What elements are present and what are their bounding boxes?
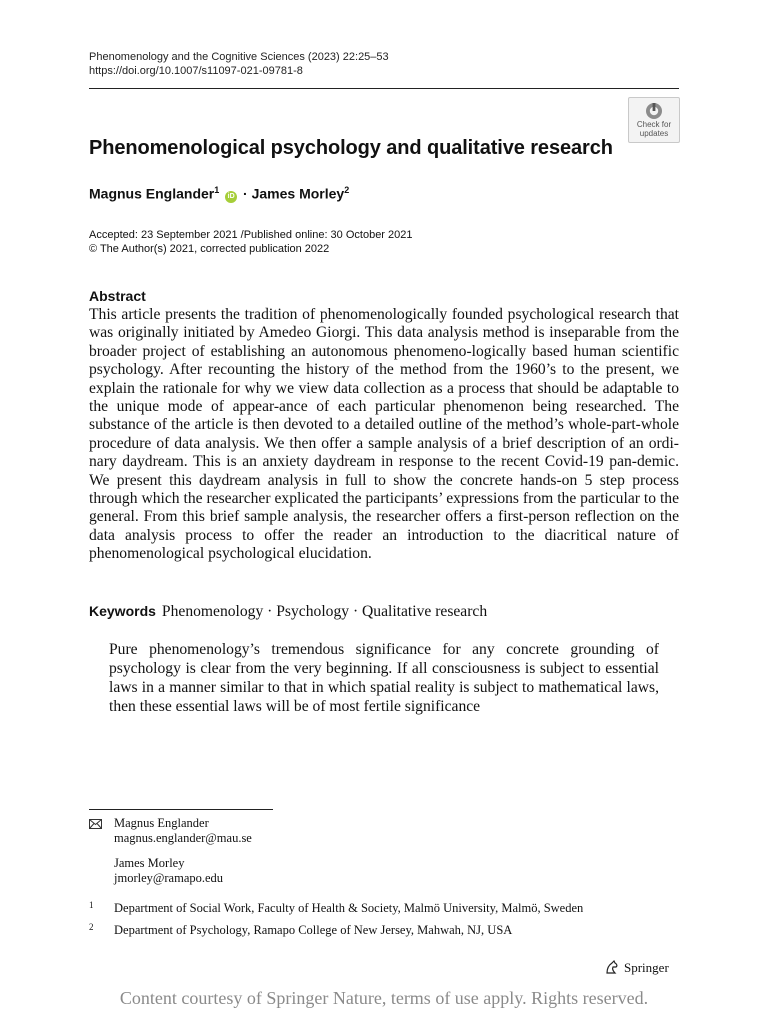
author-englander[interactable]: Magnus Englander	[89, 185, 215, 202]
affiliation-text: Department of Social Work, Faculty of Health & Society, Malmö University, Malmö, Sweden	[114, 901, 584, 915]
courtesy-watermark: Content courtesy of Springer Nature, terms of use apply. Rights reserved.	[119, 988, 649, 1008]
badge-label-line1: Check for	[636, 120, 672, 129]
springer-logo	[604, 959, 669, 976]
keywords-line	[89, 603, 487, 621]
affiliation-number: 1	[89, 900, 94, 910]
envelope-icon	[89, 819, 102, 829]
contact-email[interactable]: magnus.englander@mau.se	[114, 831, 252, 845]
springer-horse-icon	[604, 959, 620, 975]
contact-name: Magnus Englander	[114, 816, 209, 830]
publication-dates	[89, 228, 413, 256]
orcid-icon[interactable]: iD	[225, 191, 237, 203]
affiliation-number: 2	[89, 922, 94, 932]
contact-englander	[89, 816, 252, 846]
contact-email[interactable]: jmorley@ramapo.edu	[114, 871, 224, 885]
author-englander-affil: 1	[214, 185, 220, 195]
affiliation-1	[89, 898, 583, 916]
doi-link[interactable]: https://doi.org/10.1007/s11097-021-09781-8	[89, 65, 303, 77]
epigraph-quote: Pure phenomenology’s tremendous significance for any concrete grounding of psychology is clear from the very beginning. If all consciousness is subject to essential laws in a manner similar to that in which spatial reality is subject to mathematical laws, then these essential laws will be of most fertile significance	[109, 641, 659, 715]
author-morley[interactable]: James Morley	[251, 185, 345, 202]
contact-name: James Morley	[114, 856, 185, 870]
author-separator: ·	[239, 185, 252, 202]
keywords-list: Phenomenology · Psychology · Qualitative research	[161, 603, 488, 620]
keywords-label: Keywords	[89, 603, 156, 619]
header-rule	[89, 88, 679, 89]
badge-label-line2: updates	[639, 129, 669, 138]
footnote-rule	[89, 809, 273, 810]
journal-citation: Phenomenology and the Cognitive Sciences (2023) 22:25–53	[89, 51, 389, 63]
abstract-body: This article presents the tradition of phenomenologically founded psychological research that was originally initiated by Amedeo Giorgi. This data analysis method is inseparable from the broader project of establishing an autonomous phenomeno-logically based human scientific psychology. After recounting the history of the method from the 1960’s to the present, we explain the rationale for why we view data collection as a process that should be adaptable to the unique mode of appear-ance of each particular phenomenon being researched. The substance of the article is then devoted to a detailed outline of the method’s whole-part-whole procedure of data analysis. We then offer a sample analysis of a brief description of an ordi-nary daydream. This is an anxiety daydream in response to the recent Covid-19 pan-demic. We present this daydream analysis in full to show the concrete hands-on 5 step process through which the researcher explicated the participants’ expressions from the particular to the general. From this brief sample analysis, the researcher offers a first-person reflection on the data analysis process to offer the reader an introduction to the diacritical nature of phenomenological psychological elucidation.	[89, 306, 679, 563]
abstract-heading: Abstract	[89, 288, 146, 304]
affiliation-2	[89, 920, 512, 938]
author-morley-affil: 2	[344, 185, 350, 195]
author-list	[89, 185, 349, 203]
check-for-updates-badge[interactable]	[628, 97, 680, 143]
affiliation-text: Department of Psychology, Ramapo College of New Jersey, Mahwah, NJ, USA	[114, 923, 513, 937]
check-updates-icon	[645, 102, 663, 120]
article-title: Phenomenological psychology and qualitative research	[89, 137, 613, 159]
accepted-published-dates: Accepted: 23 September 2021 /Published online: 30 October 2021	[89, 229, 413, 241]
publisher-name: Springer	[624, 960, 669, 975]
copyright-line: © The Author(s) 2021, corrected publication 2022	[89, 243, 330, 255]
contact-block	[89, 816, 252, 896]
journal-header	[89, 50, 389, 78]
contact-morley	[89, 856, 252, 886]
